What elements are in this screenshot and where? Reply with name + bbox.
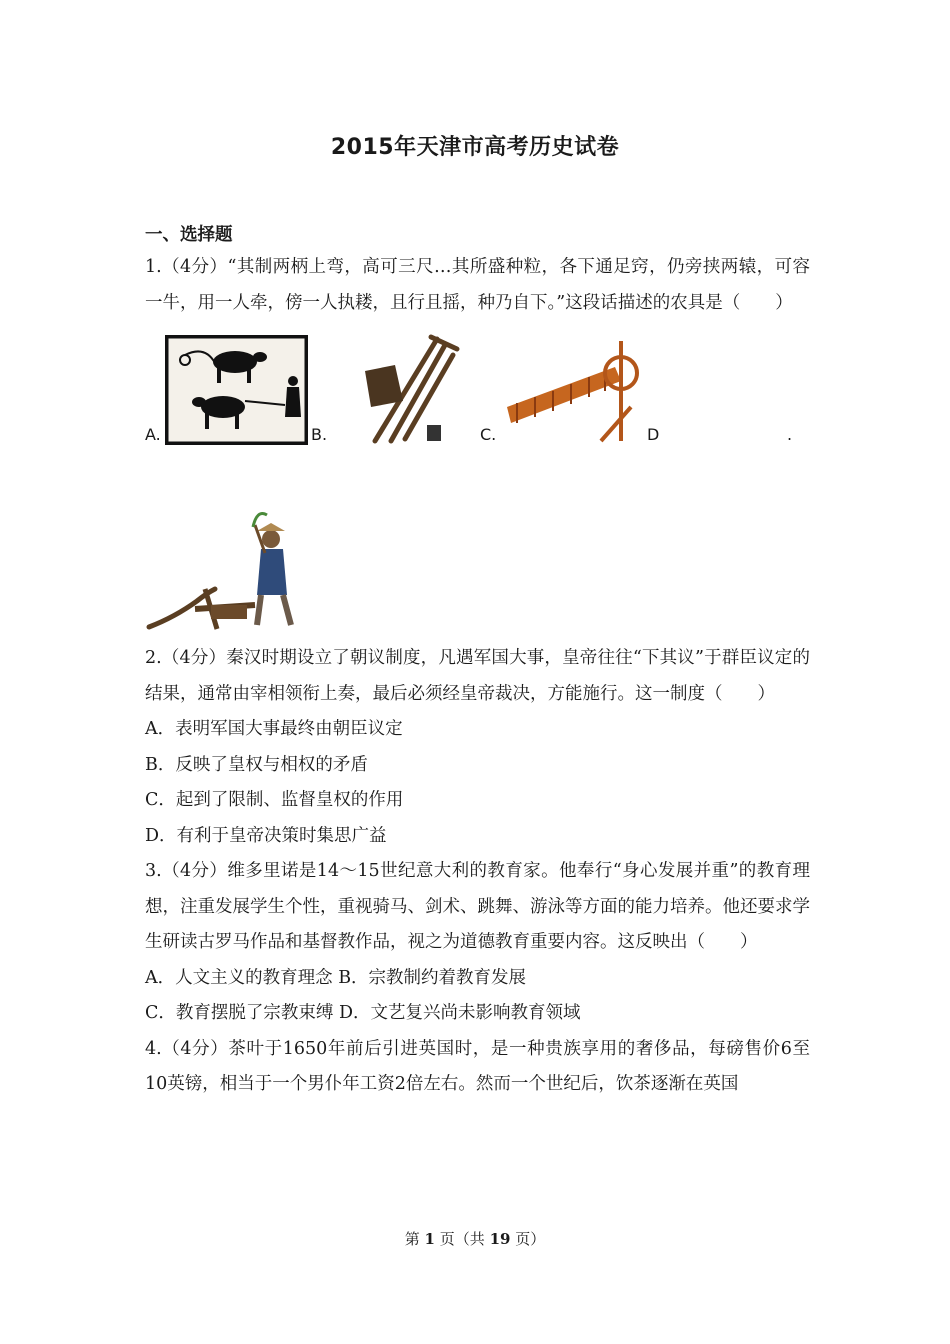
option-c-image-dragon-bone-water-wheel	[505, 337, 641, 445]
question-2-option-b: B．反映了皇权与相权的矛盾	[145, 754, 368, 775]
footer-prefix: 第	[404, 1230, 420, 1248]
option-a-label: A.	[145, 425, 161, 444]
option-c-label: C.	[480, 425, 497, 444]
question-2-option-a: A．表明军国大事最终由朝臣议定	[145, 719, 403, 739]
option-b-label: B.	[311, 425, 328, 444]
option-d-label: D	[647, 425, 660, 444]
document-body	[145, 220, 810, 1103]
footer-total-pages: 19	[489, 1230, 511, 1248]
footer-suffix: 页）	[515, 1230, 546, 1248]
document-title: 2015年天津市高考历史试卷	[330, 135, 620, 160]
question-4-stem: 4.（4分）茶叶于1650年前后引进英国时，是一种贵族享用的奢侈品，每磅售价6至10英镑，相当于一个男仆年工资2倍左右。然而一个世纪后，饮茶逐渐在英国	[145, 1038, 810, 1094]
option-b-image-seed-drill	[345, 331, 465, 445]
option-d-image-plowing-farmer	[145, 505, 810, 633]
question-1-stem: 1.（4分）“其制两柄上弯，高可三尺…其所盛种粒，各下通足窍，仍旁挟两辕，可容一牛，用一人牵，傍一人执耧，且行且摇，种乃自下。”这段话描述的农具是（ ）	[145, 257, 810, 313]
question-2-option-c: C．起到了限制、监督皇权的作用	[145, 790, 404, 810]
footer-page-number: 1	[424, 1230, 435, 1248]
question-3-options-ab: A．人文主义的教育理念 B．宗教制约着教育发展	[145, 967, 527, 988]
question-1-image-options	[145, 327, 810, 445]
question-2-stem: 2.（4分）秦汉时期设立了朝议制度，凡遇军国大事，皇帝往往“下其议”于群臣议定的结果，通常由宰相领衔上奏，最后必须经皇帝裁决，方能施行。这一制度（ ）	[145, 648, 810, 704]
section-heading: 一、选择题	[145, 225, 233, 245]
question-3-stem: 3.（4分）维多里诺是14～15世纪意大利的教育家。他奉行“身心发展并重”的教育理想，注重发展学生个性，重视骑马、剑术、跳舞、游泳等方面的能力培养。他还要求学生研读古罗马作品和基督教作品，视之为道德教育重要内容。这反映出（ ）	[145, 861, 810, 952]
question-2-option-d: D．有利于皇帝决策时集思广益	[145, 825, 387, 846]
option-a-image-ox-plowing-mural	[165, 335, 308, 445]
option-d-trailing-period: .	[787, 425, 793, 444]
page-footer	[0, 1228, 950, 1249]
question-3-options-cd: C．教育摆脱了宗教束缚 D．文艺复兴尚未影响教育领域	[145, 1003, 581, 1023]
footer-middle: 页（共	[439, 1230, 485, 1248]
